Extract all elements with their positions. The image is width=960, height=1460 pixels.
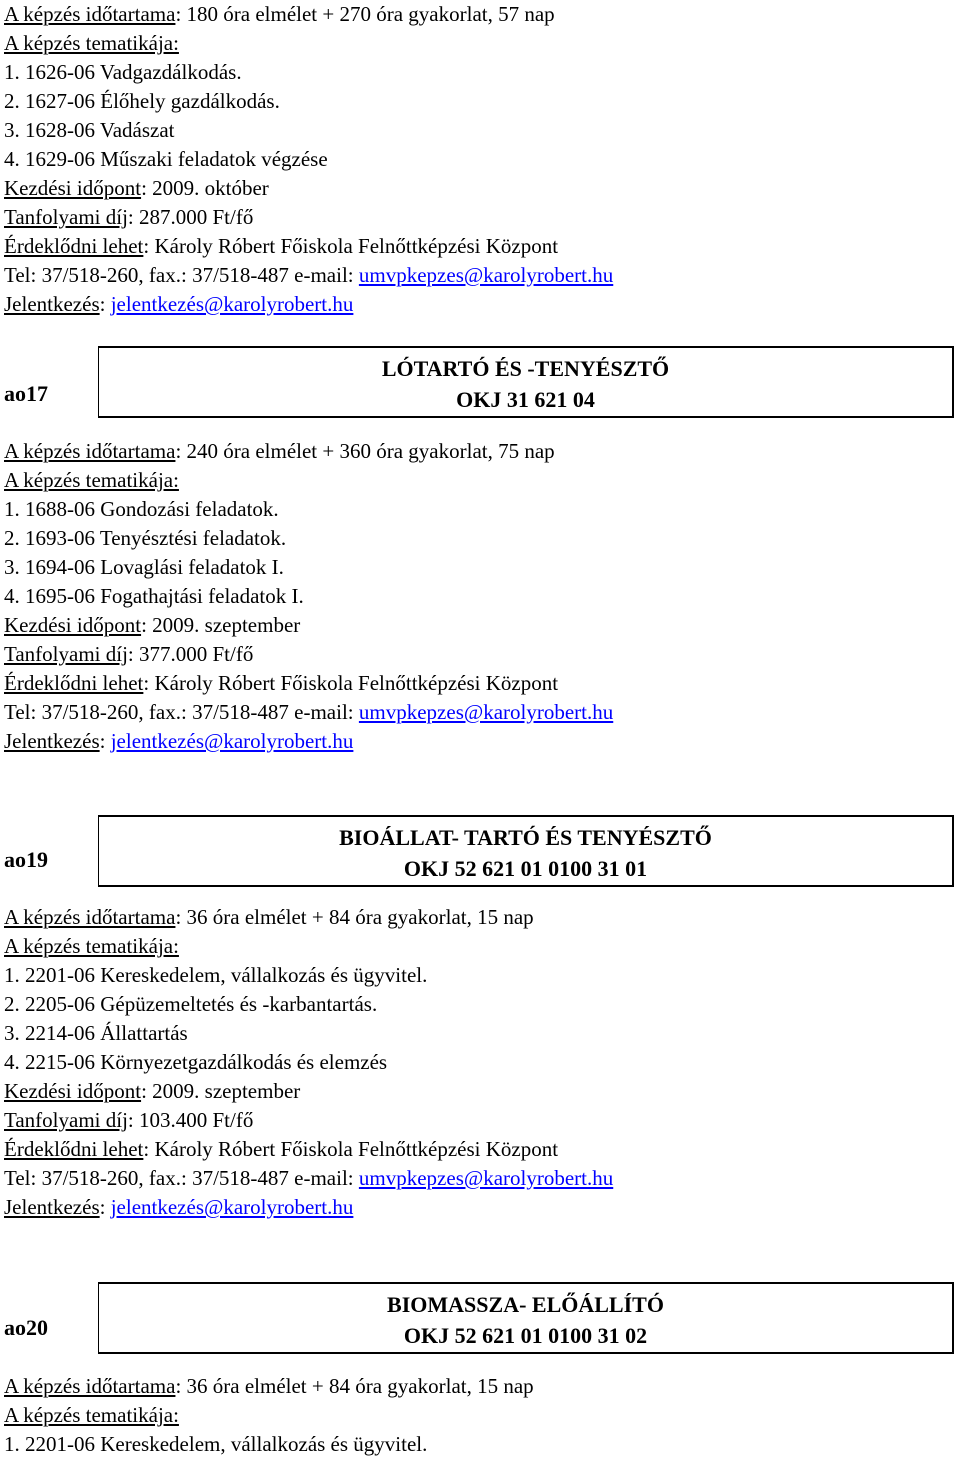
duration-line: A képzés időtartama: 36 óra elmélet + 84 óra gyakorlat, 15 nap	[4, 905, 534, 929]
start-date-line: Kezdési időpont: 2009. szeptember	[4, 613, 301, 637]
topic-item: 1. 1626-06 Vadgazdálkodás.	[4, 60, 242, 84]
duration-line: A képzés időtartama: 180 óra elmélet + 270 óra gyakorlat, 57 nap	[4, 2, 555, 26]
start-date-line: Kezdési időpont: 2009. szeptember	[4, 1079, 301, 1103]
topics-label: A képzés tematikája:	[4, 934, 179, 958]
contact-line: Tel: 37/518-260, fax.: 37/518-487 e-mail: umvpkepzes@karolyrobert.hu	[4, 1166, 614, 1190]
okj-code: OKJ 52 621 01 0100 31 02	[403, 1323, 648, 1348]
topic-item: 2. 2205-06 Gépüzemeltetés és -karbantartás.	[4, 992, 378, 1016]
course-title-box	[98, 346, 954, 418]
email-link[interactable]: umvpkepzes@karolyrobert.hu	[358, 263, 614, 287]
contact-line: Tel: 37/518-260, fax.: 37/518-487 e-mail: umvpkepzes@karolyrobert.hu	[4, 700, 614, 724]
fee-line: Tanfolyami díj: 377.000 Ft/fő	[4, 642, 254, 666]
duration-line: A képzés időtartama: 240 óra elmélet + 360 óra gyakorlat, 75 nap	[4, 439, 555, 463]
topic-item: 2. 1693-06 Tenyésztési feladatok.	[4, 526, 287, 550]
register-line: Jelentkezés: jelentkezés@karolyrobert.hu	[4, 1195, 354, 1219]
course-title: LÓTARTÓ ÉS -TENYÉSZTŐ	[381, 356, 670, 381]
topic-item: 4. 2215-06 Környezetgazdálkodás és elemzés	[4, 1050, 388, 1074]
topic-item: 1. 1688-06 Gondozási feladatok.	[4, 497, 279, 521]
inquire-line: Érdeklődni lehet: Károly Róbert Főiskola Felnőttképzési Központ	[4, 234, 559, 258]
register-line: Jelentkezés: jelentkezés@karolyrobert.hu	[4, 292, 354, 316]
topic-item: 1. 2201-06 Kereskedelem, vállalkozás és ügyvitel.	[4, 1432, 428, 1456]
topics-label: A képzés tematikája:	[4, 1403, 179, 1427]
course-code: ao17	[4, 381, 48, 406]
course-code: ao20	[4, 1315, 48, 1340]
email-link[interactable]: umvpkepzes@karolyrobert.hu	[358, 1166, 614, 1190]
fee-line: Tanfolyami díj: 287.000 Ft/fő	[4, 205, 254, 229]
course-title-box	[98, 1282, 954, 1354]
topics-label: A képzés tematikája:	[4, 31, 179, 55]
course-title: BIOMASSZA- ELŐÁLLÍTÓ	[387, 1292, 664, 1317]
duration-line: A képzés időtartama: 36 óra elmélet + 84 óra gyakorlat, 15 nap	[4, 1374, 534, 1398]
course-title-box	[98, 815, 954, 887]
topic-item: 4. 1629-06 Műszaki feladatok végzése	[4, 147, 328, 171]
contact-line: Tel: 37/518-260, fax.: 37/518-487 e-mail: umvpkepzes@karolyrobert.hu	[4, 263, 614, 287]
start-date-line: Kezdési időpont: 2009. október	[4, 176, 269, 200]
topics-label: A képzés tematikája:	[4, 468, 179, 492]
topic-item: 3. 1694-06 Lovaglási feladatok I.	[4, 555, 284, 579]
register-email-link[interactable]: jelentkezés@karolyrobert.hu	[110, 729, 354, 753]
topic-item: 2. 1627-06 Élőhely gazdálkodás.	[4, 89, 280, 113]
course-title: BIOÁLLAT- TARTÓ ÉS TENYÉSZTŐ	[339, 825, 712, 850]
course-code: ao19	[4, 847, 48, 872]
okj-code: OKJ 52 621 01 0100 31 01	[403, 856, 648, 881]
register-email-link[interactable]: jelentkezés@karolyrobert.hu	[110, 292, 354, 316]
register-line: Jelentkezés: jelentkezés@karolyrobert.hu	[4, 729, 354, 753]
inquire-line: Érdeklődni lehet: Károly Róbert Főiskola Felnőttképzési Központ	[4, 1137, 559, 1161]
topic-item: 3. 2214-06 Állattartás	[4, 1021, 188, 1045]
inquire-line: Érdeklődni lehet: Károly Róbert Főiskola Felnőttképzési Központ	[4, 671, 559, 695]
okj-code: OKJ 31 621 04	[456, 387, 595, 412]
topic-item: 4. 1695-06 Fogathajtási feladatok I.	[4, 584, 304, 608]
email-link[interactable]: umvpkepzes@karolyrobert.hu	[358, 700, 614, 724]
topic-item: 1. 2201-06 Kereskedelem, vállalkozás és ügyvitel.	[4, 963, 428, 987]
register-email-link[interactable]: jelentkezés@karolyrobert.hu	[110, 1195, 354, 1219]
fee-line: Tanfolyami díj: 103.400 Ft/fő	[4, 1108, 254, 1132]
topic-item: 3. 1628-06 Vadászat	[4, 118, 175, 142]
